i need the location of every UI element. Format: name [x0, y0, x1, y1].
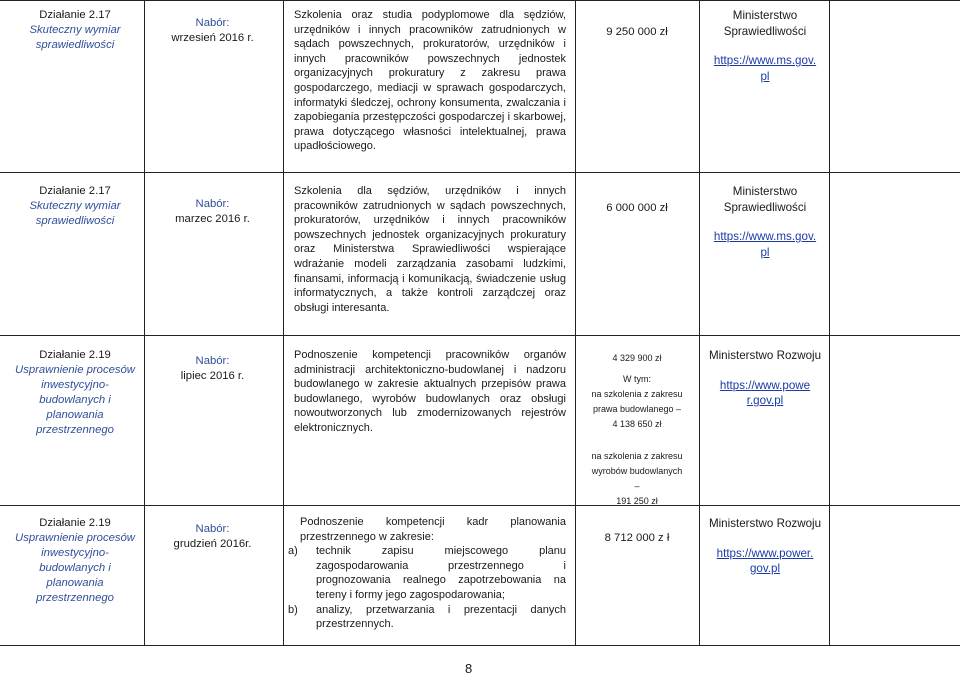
- nabor-date: lipiec 2016 r.: [180, 370, 245, 382]
- action-name: Usprawnienie procesów inwestycyjno-budowlanych i planowania przestrzennego: [15, 364, 135, 436]
- amount-line: wyrobów budowlanych: [591, 466, 683, 476]
- institution-link[interactable]: https://www.powe r.gov.pl: [719, 378, 811, 407]
- amount: 9 250 000 zł: [606, 26, 668, 38]
- amount-line: prawa budowlanego –: [592, 404, 682, 414]
- column-divider: [144, 0, 145, 645]
- action-name: Skuteczny wymiar sprawiedliwości: [29, 200, 121, 227]
- institution-cell: [706, 516, 824, 577]
- nabor-label: Nabór:: [195, 523, 230, 535]
- amount-line: na szkolenia z zakresu: [591, 389, 683, 399]
- action-cell: [10, 184, 140, 229]
- nabor-date: grudzień 2016r.: [173, 538, 252, 550]
- nabor-cell: [150, 354, 275, 384]
- nabor-date: marzec 2016 r.: [175, 213, 250, 225]
- description: Szkolenia oraz studia podyplomowe dla sędziów, urzędników i innych pracowników zatrudnionych w sądach powszechnych, prokuratorów, urzędników i innych pracowników powszechnych jednostek organizacyjnych prokuratury z zakresu prawa gospodarczego, mediacji w sprawach gospodarczych, informatyki śledczej, ochrony konsumenta, zwalczania i zapobiegania przestępczości gospodarczej i skarbowej, prawa dotyczącego własności intelektualnej, prawa upadłościowego.: [294, 9, 566, 153]
- amount-line: –: [634, 481, 640, 491]
- description: Podnoszenie kompetencji pracowników organów administracji architektoniczno-budowlanej i nadzoru budowlanego w zakresie aktualnych przepisów prawa budowlanego, wyrobów budowlanych oraz obsługi nowoutworzonych lub zmodernizowanych rejestrów elektronicznych.: [294, 349, 566, 434]
- column-divider: [283, 0, 284, 645]
- nabor-cell: [150, 522, 275, 552]
- amount-line: 4 138 650 zł: [612, 419, 662, 429]
- institution-name: Ministerstwo Rozwoju: [708, 349, 822, 362]
- amount-total: 4 329 900 zł: [612, 353, 662, 363]
- list-item: [288, 603, 566, 632]
- action-number: Działanie 2.17: [39, 9, 111, 21]
- institution-link[interactable]: https://www.ms.gov. pl: [713, 54, 817, 83]
- action-cell: [10, 8, 140, 53]
- description-intro: Podnoszenie kompetencji kadr planowania przestrzennego w zakresie:: [300, 516, 566, 543]
- nabor-label: Nabór:: [195, 355, 230, 367]
- nabor-cell: [150, 197, 275, 227]
- page-number: 8: [465, 661, 473, 676]
- institution-name: Ministerstwo Sprawiedliwości: [723, 9, 807, 38]
- institution-link[interactable]: https://www.ms.gov. pl: [713, 230, 817, 259]
- action-cell: [10, 348, 140, 438]
- amount-breakdown: [580, 351, 694, 509]
- institution-cell: [706, 348, 824, 409]
- institution-cell: [706, 184, 824, 260]
- action-name: Skuteczny wymiar sprawiedliwości: [29, 24, 121, 51]
- action-number: Działanie 2.17: [39, 185, 111, 197]
- amount-line: 191 250 zł: [616, 496, 658, 506]
- institution-cell: [706, 8, 824, 84]
- action-name: Usprawnienie procesów inwestycyjno- budowlanych i planowania przestrzennego: [15, 532, 135, 604]
- list-text: technik zapisu miejscowego planu zagospodarowania przestrzennego i prognozowania realnego zapotrzebowania na tereny i formy jego zagospodarowania;: [316, 545, 566, 601]
- institution-link[interactable]: https://www.power. gov.pl: [716, 546, 814, 575]
- action-number: Działanie 2.19: [39, 349, 111, 361]
- amount: 8 712 000 z ł: [604, 532, 670, 544]
- nabor-cell: [150, 16, 275, 46]
- amount: 6 000 000 zł: [606, 202, 668, 214]
- nabor-date: wrzesień 2016 r.: [171, 32, 254, 44]
- column-divider: [699, 0, 700, 645]
- nabor-label: Nabór:: [195, 17, 230, 29]
- amount-line: W tym:: [623, 374, 651, 384]
- amount-line: na szkolenia z zakresu: [591, 451, 683, 461]
- list-marker: b): [288, 603, 298, 616]
- action-number: Działanie 2.19: [39, 517, 111, 529]
- list-item: [288, 544, 566, 602]
- row-divider: [0, 645, 960, 646]
- description: [288, 515, 566, 632]
- institution-name: Ministerstwo Rozwoju: [708, 517, 822, 530]
- column-divider: [829, 0, 830, 645]
- institution-name: Ministerstwo Sprawiedliwości: [723, 185, 807, 214]
- action-cell: [10, 516, 140, 606]
- list-text: analizy, przetwarzania i prezentacji danych przestrzennych.: [316, 603, 566, 631]
- column-divider: [575, 0, 576, 645]
- description-list: [288, 544, 566, 632]
- list-marker: a): [288, 545, 298, 558]
- nabor-label: Nabór:: [195, 198, 230, 210]
- description: Szkolenia dla sędziów, urzędników i innych pracowników zatrudnionych w sądach powszechnych, prokuratorów, urzędników i innych pracowników powszechnych jednostek organizacyjnych prokuratury oraz Ministerstwa Sprawiedliwości wspierające wdrażanie modeli zarządzania zasobami ludzkimi, finansami, informacją i komunikacją, świadczenie usług informatycznych, a także kontroli zarządczej oraz obsługi interesanta.: [294, 185, 566, 314]
